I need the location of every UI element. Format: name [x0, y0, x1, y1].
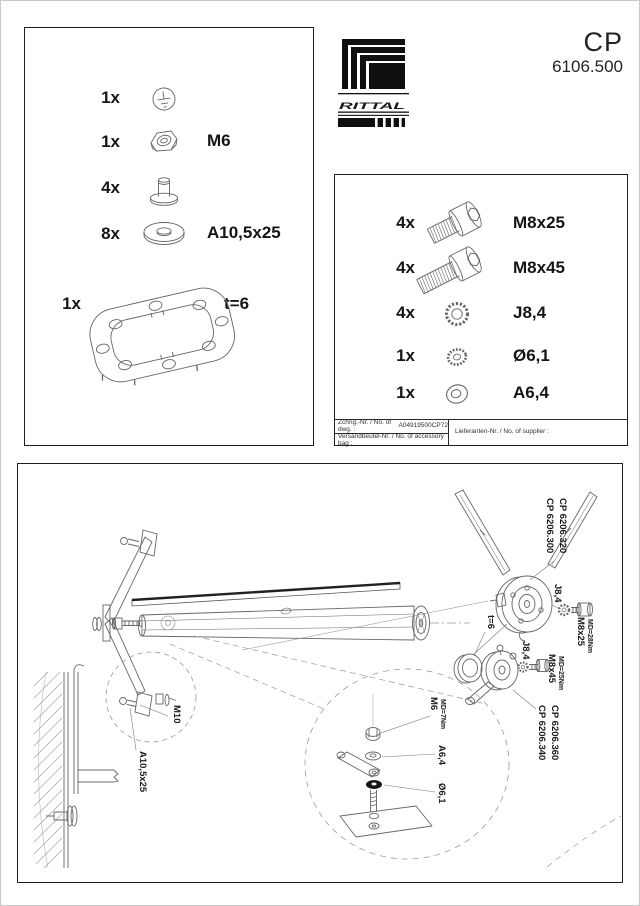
screw-part-label: J8,4 — [513, 303, 547, 322]
kit-qty: 1x — [62, 294, 81, 313]
screw-part-label: A6,4 — [513, 383, 549, 402]
logo-brackets — [338, 39, 409, 127]
exploded-view-drawing — [18, 464, 621, 881]
screw-qty: 1x — [396, 346, 415, 365]
kit-part-label: M6 — [207, 131, 231, 150]
accessory-bag-row — [335, 434, 448, 447]
screw-kit-box — [334, 174, 628, 446]
rittal-logo — [338, 36, 409, 128]
screw-qty: 4x — [396, 303, 415, 322]
scissor-arms — [455, 490, 597, 575]
screw-part-label: Ø6,1 — [513, 346, 550, 365]
accessory-kit-box — [24, 27, 314, 446]
screw-qty: 1x — [396, 383, 415, 402]
label-m8x25: M8x25 — [575, 617, 586, 647]
press-stud-icon — [144, 170, 184, 208]
drawing-number-value: A04919500CP72 — [398, 422, 448, 430]
serrated-washer-icon — [440, 297, 474, 331]
drawing-number-row — [335, 420, 448, 434]
screw-part-label: M8x25 — [513, 213, 565, 232]
drawing-number-label: Zchng.-Nr. / No. of dwg. : — [338, 419, 392, 433]
accessory-bag-label: Versandbeutel-Nr. / No. of accessory bag : — [338, 433, 444, 447]
label-cp-6206-300: CP 6206.300 — [544, 498, 555, 554]
earthing-detail-circle — [305, 669, 509, 859]
screw-qty: 4x — [396, 258, 415, 277]
label-m6-torque: MD=7Nm — [439, 699, 446, 730]
product-series: CP — [583, 27, 623, 57]
hex-nut-icon — [144, 124, 184, 160]
kit-qty: 4x — [101, 178, 120, 197]
logo-wordmark: RITTAL — [339, 101, 406, 112]
label-cp-6206-320: CP 6206.320 — [557, 498, 568, 554]
label-t6: t=6 — [485, 615, 496, 629]
screw-qty: 4x — [396, 213, 415, 232]
plain-washer-icon — [442, 379, 472, 409]
wall-section — [34, 665, 84, 868]
label-cp-6206-340: CP 6206.340 — [536, 705, 547, 761]
support-tube — [139, 601, 489, 650]
adapter-ring-leader — [474, 632, 485, 656]
label-j84-bottom: J8,4 — [520, 641, 531, 660]
bottom-coupling-leader — [513, 690, 536, 709]
kit-qty: 1x — [101, 88, 120, 107]
title-block — [335, 419, 627, 445]
washer-icon — [139, 218, 189, 250]
label-a6-4: A6,4 — [436, 745, 447, 766]
assembly-drawing-box — [17, 463, 623, 883]
kit-qty: 1x — [101, 132, 120, 151]
bracket-detail-circle — [106, 652, 196, 742]
product-title — [471, 29, 623, 77]
screw-part-label: M8x45 — [513, 258, 565, 277]
earth-symbol-icon — [149, 84, 179, 114]
label-a10-5x25: A10,5x25 — [137, 751, 148, 793]
cover-rail — [132, 583, 400, 606]
m8x45-screw — [519, 660, 550, 672]
mounting-plate-icon — [77, 282, 250, 387]
label-m8x45-torque: MD=25Nm — [557, 656, 564, 691]
rittal-logo-mark — [338, 36, 409, 128]
label-j84-top: J8,4 — [552, 584, 563, 603]
label-dia6-1: Ø6,1 — [436, 783, 447, 804]
earthing-leader-lines — [381, 716, 435, 792]
supplier-label: Lieferanten-Nr. / No. of supplier : — [455, 428, 549, 436]
m8x25-screw — [559, 603, 593, 616]
label-cp-6206-360: CP 6206.360 — [549, 705, 560, 761]
contact-washer-icon — [442, 342, 472, 372]
kit-qty: 8x — [101, 224, 120, 243]
label-m8x45: M8x45 — [546, 654, 557, 684]
wall-mount-bracket — [103, 530, 157, 695]
title-block-left — [335, 420, 449, 445]
kit-part-label: A10,5x25 — [207, 223, 281, 242]
label-m10: M10 — [171, 705, 182, 724]
product-model-number: 6106.500 — [552, 57, 623, 76]
kit-part-label: t=6 — [224, 294, 250, 313]
wall-bracket-arm — [46, 770, 118, 826]
adapter-ring — [454, 654, 482, 683]
cap-screw-long-icon — [409, 237, 505, 301]
label-m6: M6 — [428, 697, 439, 711]
label-m8x25-torque: MD=28Nm — [586, 619, 593, 654]
supplier-row — [449, 420, 627, 445]
earthing-stack — [337, 694, 432, 837]
